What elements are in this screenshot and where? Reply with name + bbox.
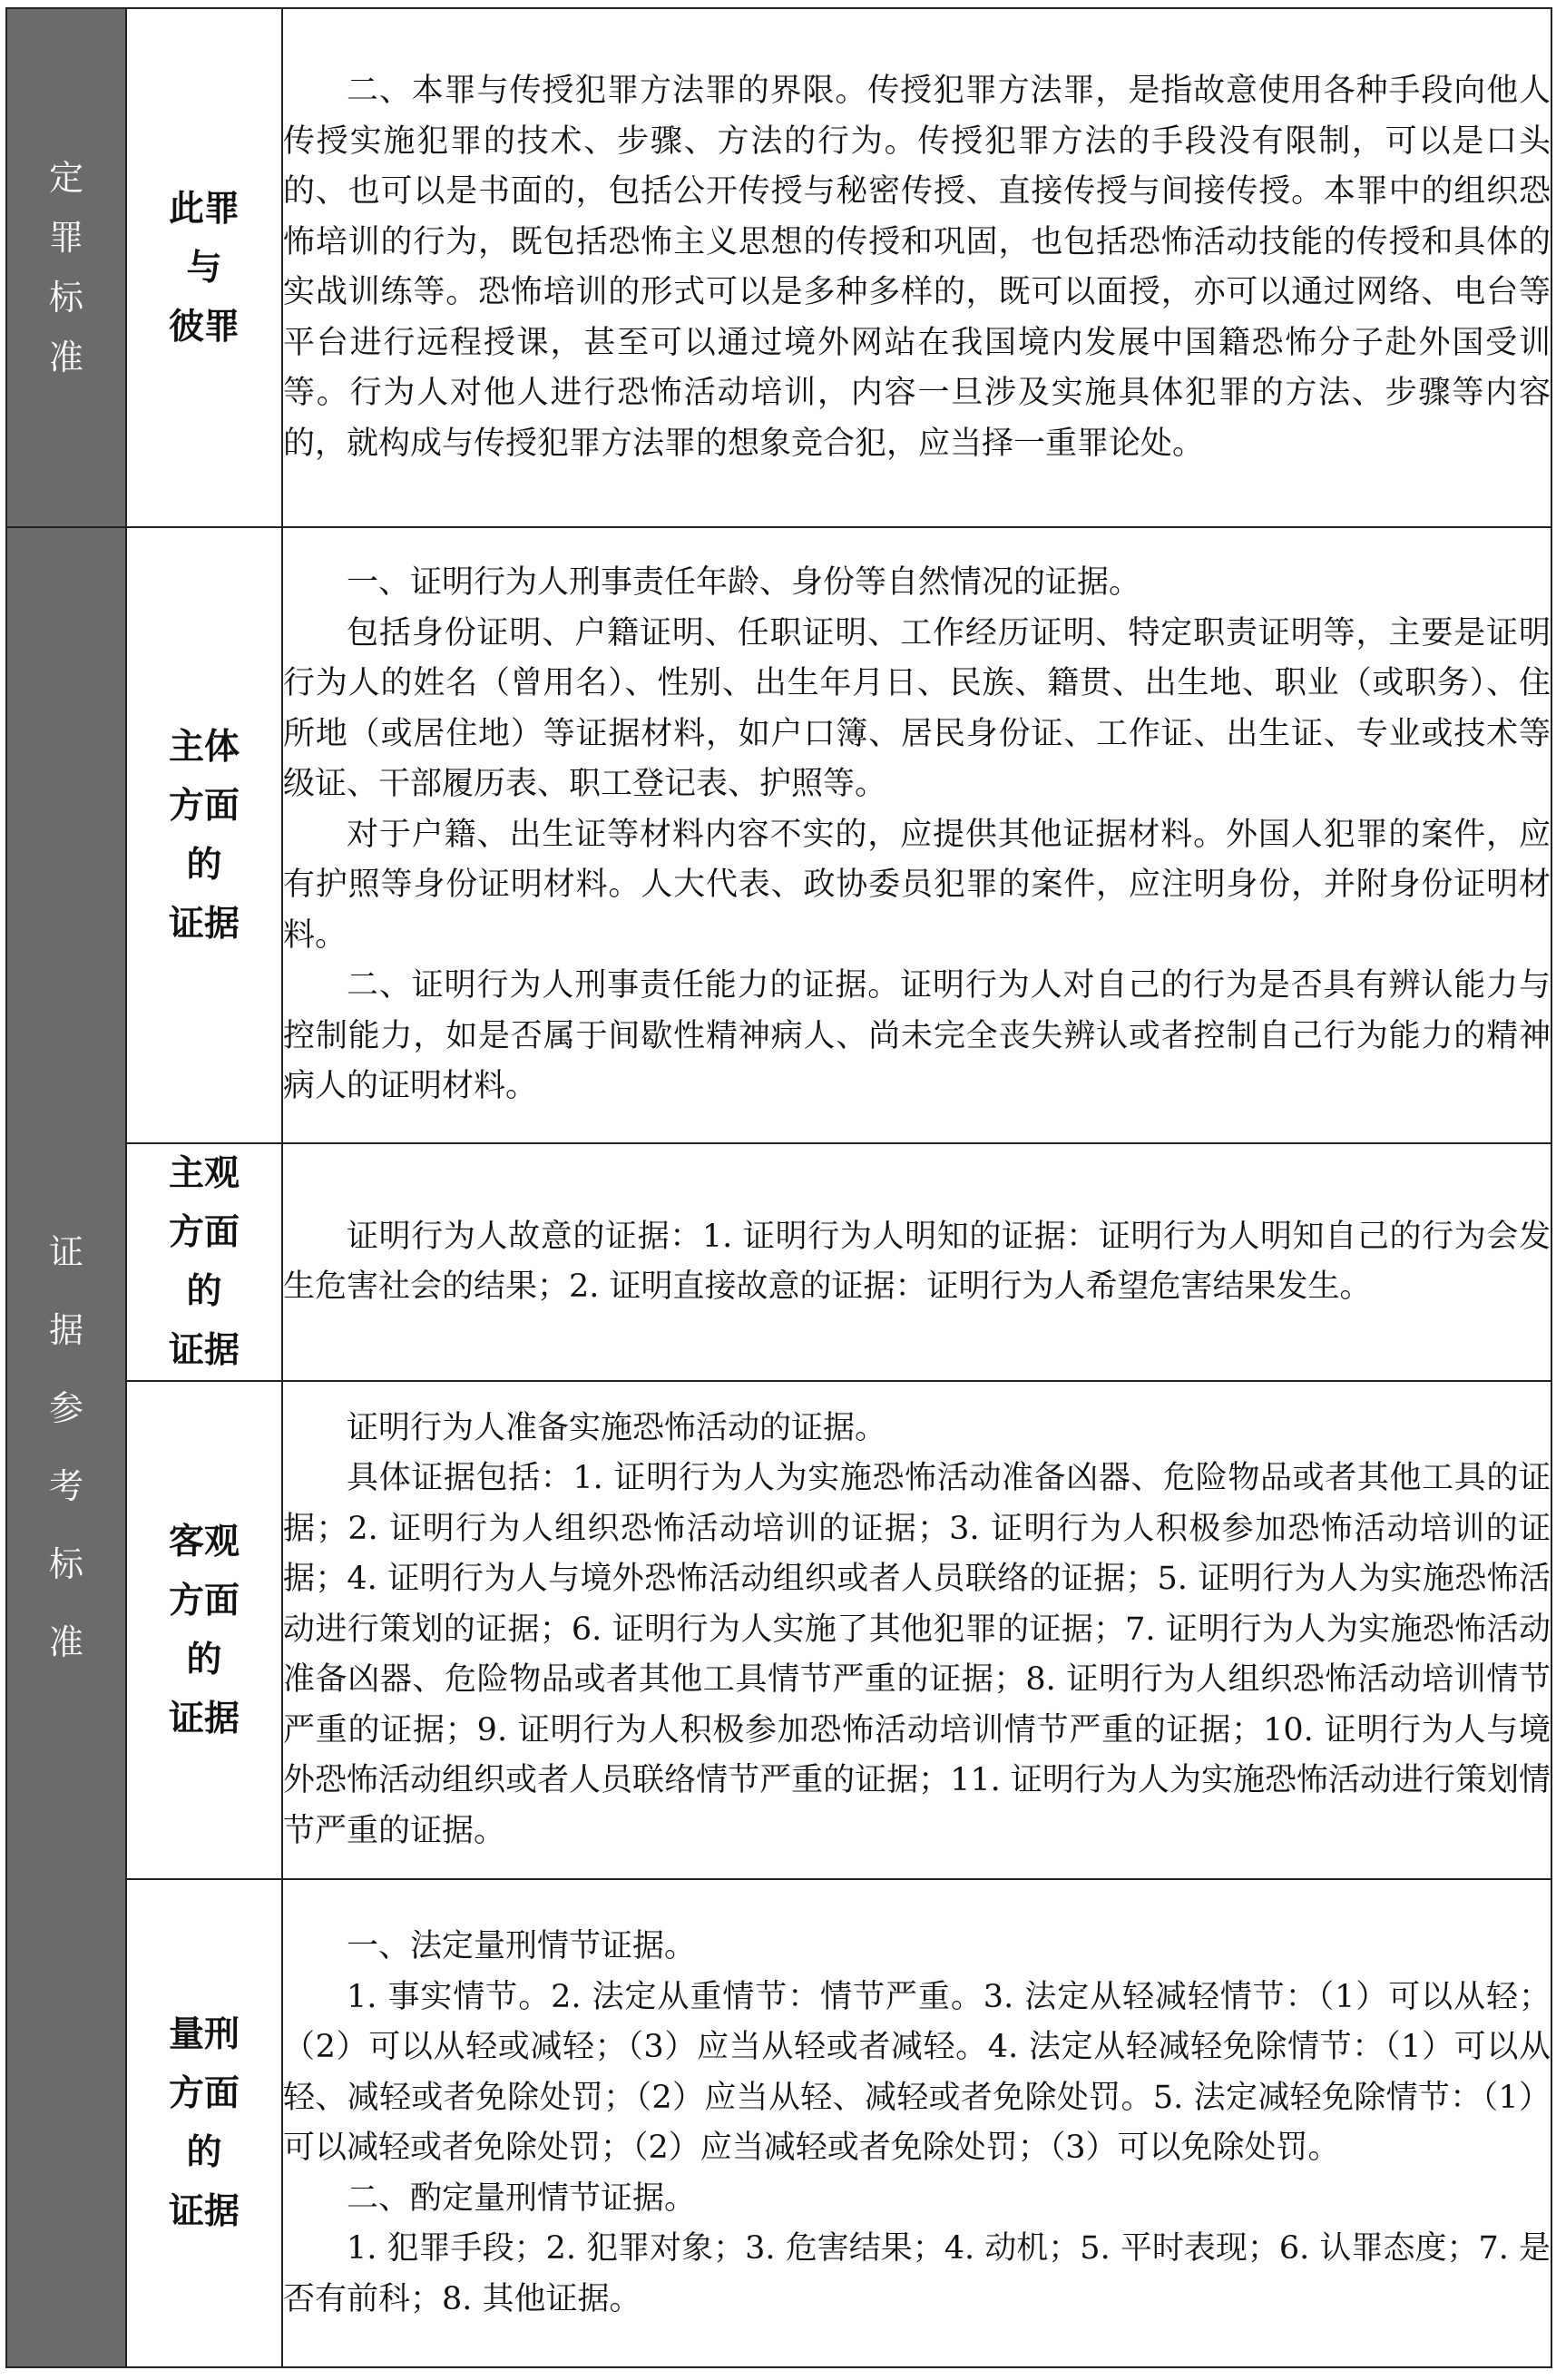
paragraph: 二、酌定量刑情节证据。 (347, 2179, 697, 2217)
section-char: 参 (48, 1388, 83, 1428)
row-label: 此罪 与 彼罪 (126, 8, 282, 527)
row-label: 量刑 方面 的 证据 (126, 1879, 282, 2367)
paragraph: 证明行为人故意的证据：1. 证明行为人明知的证据：证明行为人明知自己的行为会发生危害社会的结果；2. 证明直接故意的证据：证明行为人希望危害结果发生。 (283, 1218, 1551, 1305)
paragraph: 一、证明行为人刑事责任年龄、身份等自然情况的证据。 (347, 564, 1141, 602)
section-char: 标 (48, 1544, 83, 1584)
section-char: 准 (48, 1622, 83, 1662)
paragraph: 二、本罪与传授犯罪方法罪的界限。传授犯罪方法罪，是指故意使用各种手段向他人传授实施犯罪的技术、步骤、方法的行为。传授犯罪方法的手段没有限制，可以是口头的、也可以是书面的，包括公开传授与秘密传授、直接传授与间接传授。本罪中的组织恐怖培训的行为，既包括恐怖主义思想的传授和巩固，也包括恐怖活动技能的传授和具体的实战训练等。恐怖培训的形式可以是多种多样的，既可以面授，亦可以通过网络、电台等平台进行远程授课，甚至可以通过境外网站在我国境内发展中国籍恐怖分子赴外国受训等。行为人对他人进行恐怖活动培训，内容一旦涉及实施具体犯罪的方法、步骤等内容的，就构成与传授犯罪方法罪的想象竞合犯，应当择一重罪论处。 (283, 73, 1551, 462)
section-dingzui (6, 8, 126, 527)
paragraph: 包括身份证明、户籍证明、任职证明、工作经历证明、特定职责证明等，主要是证明行为人的姓名（曾用名）、性别、出生年月日、民族、籍贯、出生地、职业（或职务）、住所地（或居住地）等证据材料，如户口簿、居民身份证、工作证、出生证、专业或技术等级证、干部履历表、职工登记表、护照等。 (283, 614, 1551, 803)
paragraph: 1. 犯罪手段；2. 犯罪对象；3. 危害结果；4. 动机；5. 平时表现；6. 认罪态度；7. 是否有前科；8. 其他证据。 (283, 2230, 1551, 2317)
row-content (282, 8, 1551, 527)
table-row (6, 1143, 1551, 1381)
table-row (6, 527, 1551, 1143)
table-row (6, 1879, 1551, 2367)
section-char: 标 (48, 278, 83, 318)
section-char: 考 (48, 1466, 83, 1506)
paragraph: 证明行为人准备实施恐怖活动的证据。 (347, 1409, 887, 1446)
section-char: 据 (48, 1310, 83, 1350)
row-content (282, 1143, 1551, 1381)
paragraph: 一、法定量刑情节证据。 (347, 1928, 697, 1964)
evidence-standard-table (5, 7, 1552, 2368)
section-zhengju (6, 527, 126, 2367)
row-content (282, 1381, 1551, 1879)
section-char: 定 (48, 158, 83, 198)
paragraph: 1. 事实情节。2. 法定从重情节：情节严重。3. 法定从轻减轻情节：（1）可以从轻；（2）可以从轻或减轻；（3）应当从轻或者减轻。4. 法定从轻减轻免除情节：（1）可以从轻、减轻或者免除处罚；（2）应当从轻、减轻或者免除处罚。5. 法定减轻免除情节：（1）可以减轻或者免除处罚；（2）应当减轻或者免除处罚；（3）可以免除处罚。 (283, 1978, 1551, 2166)
row-label: 主体 方面 的 证据 (126, 527, 282, 1143)
paragraph: 具体证据包括：1. 证明行为人为实施恐怖活动准备凶器、危险物品或者其他工具的证据；2. 证明行为人组织恐怖活动培训的证据；3. 证明行为人积极参加恐怖活动培训的证据；4. 证明行为人与境外恐怖活动组织或者人员联络的证据；5. 证明行为人为实施恐怖活动进行策划的证据；6. 证明行为人实施了其他犯罪的证据；7. 证明行为人为实施恐怖活动准备凶器、危险物品或者其他工具情节严重的证据；8. 证明行为人组织恐怖活动培训情节严重的证据；9. 证明行为人积极参加恐怖活动培训情节严重的证据；10. 证明行为人与境外恐怖活动组织或者人员联络情节严重的证据；11. 证明行为人为实施恐怖活动进行策划情节严重的证据。 (283, 1460, 1551, 1849)
row-content (282, 1879, 1551, 2367)
section-char: 准 (48, 338, 83, 377)
table-row (6, 8, 1551, 527)
row-label: 主观 方面 的 证据 (126, 1143, 282, 1381)
section-char: 证 (48, 1232, 83, 1272)
paragraph: 对于户籍、出生证等材料内容不实的，应提供其他证据材料。外国人犯罪的案件，应有护照等身份证明材料。人大代表、政协委员犯罪的案件，应注明身份，并附身份证明材料。 (283, 816, 1551, 954)
table-row (6, 1381, 1551, 1879)
section-char: 罪 (48, 218, 83, 258)
paragraph: 二、证明行为人刑事责任能力的证据。证明行为人对自己的行为是否具有辨认能力与控制能力，如是否属于间歇性精神病人、尚未完全丧失辨认或者控制自己行为能力的精神病人的证明材料。 (283, 967, 1551, 1105)
row-content (282, 527, 1551, 1143)
row-label: 客观 方面 的 证据 (126, 1381, 282, 1879)
